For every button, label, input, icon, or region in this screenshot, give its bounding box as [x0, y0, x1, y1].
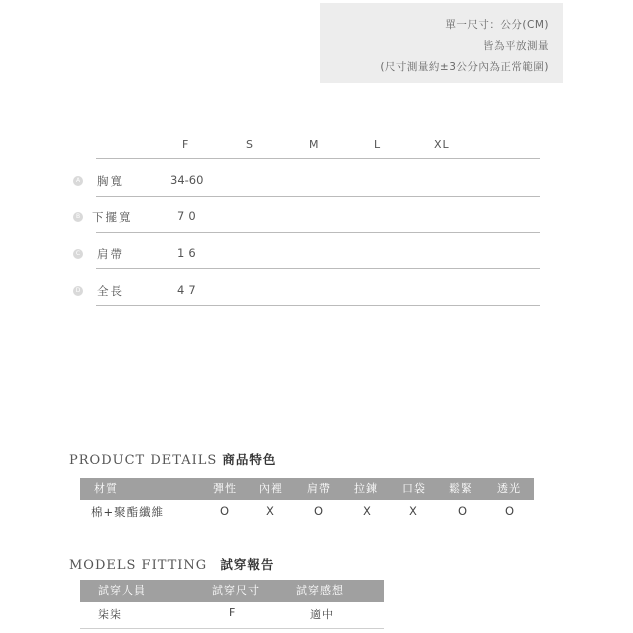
detail-header-elastic: 彈性	[213, 482, 237, 495]
row-badge-a: A	[73, 176, 83, 186]
row-value-length: 47	[177, 283, 200, 297]
fit-header-model: 試穿人員	[98, 584, 146, 597]
size-table-divider	[96, 196, 540, 197]
row-badge-c: C	[73, 249, 83, 259]
row-value-chest: 34-60	[170, 173, 204, 187]
size-table-divider	[96, 158, 540, 159]
detail-value-stretch: O	[458, 504, 468, 518]
note-flat: 皆為平放測量	[483, 40, 549, 52]
detail-header-zipper: 拉鍊	[354, 482, 378, 495]
detail-value-pocket: X	[409, 504, 417, 518]
product-details-header	[80, 478, 534, 500]
detail-header-stretch: 鬆緊	[449, 482, 473, 495]
size-table-divider	[96, 305, 540, 306]
models-fitting-header	[80, 580, 384, 602]
models-fitting-title	[69, 555, 274, 573]
models-fitting-divider	[80, 628, 384, 629]
row-value-strap: 16	[177, 246, 200, 260]
row-label-length: 全長	[97, 284, 124, 298]
size-header-xl: XL	[434, 138, 450, 151]
note-tolerance: (尺寸測量約±3公分內為正常範圍)	[380, 61, 549, 73]
row-badge-d: D	[73, 286, 83, 296]
size-table-divider	[96, 268, 540, 269]
fit-value-feedback: 適中	[310, 608, 334, 621]
fit-header-size: 試穿尺寸	[212, 584, 260, 597]
row-badge-b: B	[73, 212, 83, 222]
models-fitting-title-zh: 試穿報告	[220, 557, 275, 572]
fit-value-model: 柒柒	[98, 608, 122, 621]
measurement-note	[320, 3, 563, 83]
size-header-l: L	[374, 138, 382, 151]
row-label-chest: 胸寬	[97, 174, 124, 188]
size-header-s: S	[246, 138, 254, 151]
detail-header-strap: 肩帶	[307, 482, 331, 495]
detail-header-sheer: 透光	[497, 482, 521, 495]
product-details-title	[69, 450, 276, 468]
row-label-hem: 下擺寬	[92, 210, 133, 224]
detail-value-sheer: O	[505, 504, 515, 518]
detail-value-elastic: O	[220, 504, 230, 518]
detail-value-strap: O	[314, 504, 324, 518]
product-details-title-en: PRODUCT DETAILS	[69, 453, 218, 468]
product-details-title-zh: 商品特色	[222, 452, 277, 467]
detail-header-material: 材質	[94, 482, 118, 495]
detail-header-pocket: 口袋	[402, 482, 426, 495]
fit-value-size: F	[229, 606, 237, 619]
row-label-strap: 肩帶	[97, 247, 124, 261]
size-header-m: M	[309, 138, 320, 151]
models-fitting-title-en: MODELS FITTING	[69, 558, 208, 573]
detail-value-material: 棉+聚酯纖維	[91, 505, 165, 519]
fit-header-feedback: 試穿感想	[296, 584, 344, 597]
row-value-hem: 70	[177, 209, 200, 223]
detail-header-lining: 內裡	[259, 482, 283, 495]
size-table-divider	[96, 232, 540, 233]
note-unit: 單一尺寸：公分(CM)	[445, 19, 549, 31]
detail-value-lining: X	[266, 504, 274, 518]
size-header-f: F	[182, 138, 190, 151]
detail-value-zipper: X	[363, 504, 371, 518]
